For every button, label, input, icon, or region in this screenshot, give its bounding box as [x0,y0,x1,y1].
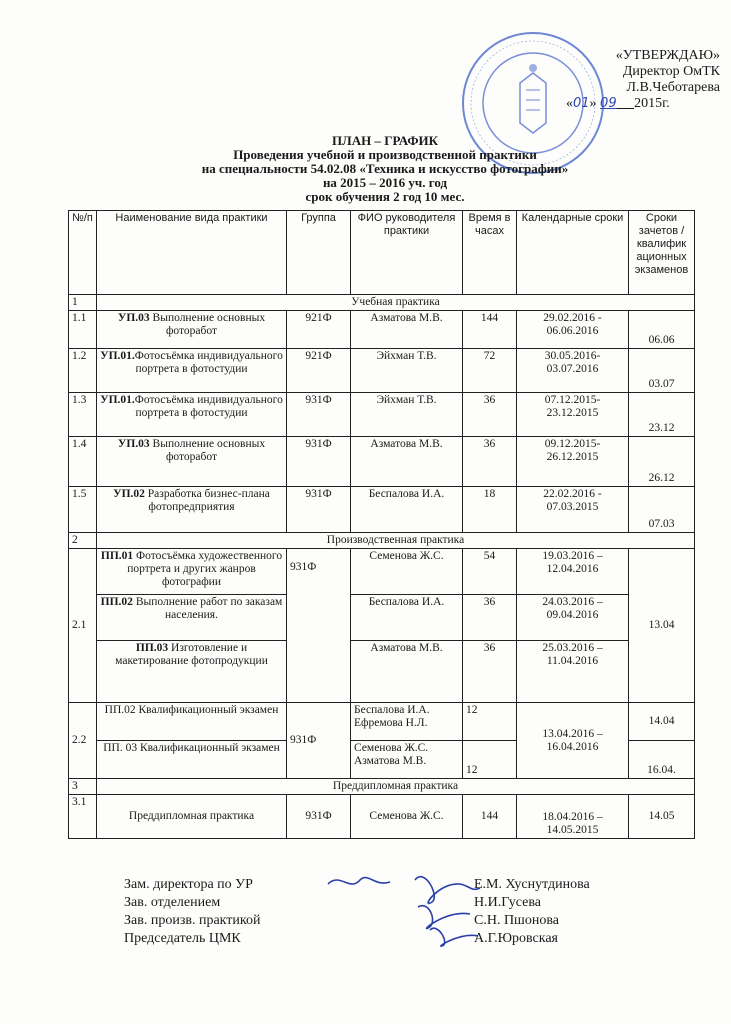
approval-block [560,48,720,112]
date-month: 09 [600,96,617,111]
group-cell: 931Ф [287,703,351,779]
exam-cell: 03.07 [629,349,695,393]
signer-name: Н.И.Гусева [474,895,542,910]
header-leader: ФИО руководителя практики [351,211,463,295]
leader-cell: Семенова Ж.С. Азматова М.В. [351,741,463,779]
practice-schedule-table [68,210,695,839]
hours-cell: 36 [463,437,517,487]
dates-cell: 18.04.2016 – 14.05.2015 [517,795,629,839]
row-num: 1.2 [69,349,97,393]
row-num: 1.3 [69,393,97,437]
dates-cell: 13.04.2016 – 16.04.2016 [517,703,629,779]
hours-cell: 54 [463,549,517,595]
row-num: 2.2 [69,703,97,779]
leader-cell: Азматова М.В. [351,641,463,703]
section-row [69,779,695,795]
signer-role: Зав. произв. практикой [124,913,261,928]
signer-row [124,876,624,894]
director-name: Л.В.Чеботарева [626,80,720,95]
hours-cell: 12 [463,741,517,779]
practice-name: ПП.01 Фотосъёмка художественного портрета и других жанров фотографии [97,549,287,595]
row-num: 3.1 [69,795,97,839]
dates-cell: 07.12.2015- 23.12.2015 [517,393,629,437]
leader-cell: Эйхман Т.В. [351,393,463,437]
heading-line-5: срок обучения 2 год 10 мес. [305,189,465,204]
header-group: Группа [287,211,351,295]
signer-role: Зав. отделением [124,895,221,910]
dates-cell: 25.03.2016 – 11.04.2016 [517,641,629,703]
row-num: 2.1 [69,549,97,703]
group-cell: 931Ф [287,549,351,703]
section-num: 1 [69,295,97,311]
dates-cell: 30.05.2016- 03.07.2016 [517,349,629,393]
exam-cell: 16.04. [629,741,695,779]
group-cell: 931Ф [287,795,351,839]
leader-cell: Семенова Ж.С. [351,795,463,839]
group-cell: 931Ф [287,487,351,533]
table-row [69,549,695,595]
row-num: 1.5 [69,487,97,533]
dates-cell: 22.02.2016 - 07.03.2015 [517,487,629,533]
signer-name: Е.М. Хуснутдинова [474,877,590,892]
practice-name: УП.02 Разработка бизнес-плана фотопредприятия [97,487,287,533]
row-num: 1.1 [69,311,97,349]
section-title: Учебная практика [97,295,695,311]
header-num: №/п [69,211,97,295]
practice-name: УП.01.Фотосъёмка индивидуального портрета в фотостудии [97,393,287,437]
leader-cell: Азматова М.В. [351,437,463,487]
heading-line-4: на 2015 – 2016 уч. год [322,175,448,190]
hours-cell: 36 [463,641,517,703]
header-dates: Календарные сроки [517,211,629,295]
exam-cell: 14.04 [629,703,695,741]
group-cell: 931Ф [287,393,351,437]
hours-cell: 18 [463,487,517,533]
heading-line-2: Проведения учебной и производственной практики [233,147,537,162]
heading-line-3: на специальности 54.02.08 «Техника и искусство фотографии» [201,161,569,176]
table-row [69,349,695,393]
leader-cell: Беспалова И.А. [351,487,463,533]
practice-name: ПП. 03 Квалификационный экзамен [97,741,287,779]
hours-cell: 36 [463,393,517,437]
table-row [69,795,695,839]
group-cell: 921Ф [287,349,351,393]
dates-cell: 29.02.2016 - 06.06.2016 [517,311,629,349]
table-row [69,487,695,533]
table-row [69,311,695,349]
dates-cell: 19.03.2016 – 12.04.2016 [517,549,629,595]
practice-name: УП.03 Выполнение основных фоторабот [97,311,287,349]
dates-cell: 09.12.2015- 26.12.2015 [517,437,629,487]
section-title: Преддипломная практика [97,779,695,795]
leader-cell: Азматова М.В. [351,311,463,349]
signer-role: Председатель ЦМК [124,931,241,946]
signer-name: А.Г.Юровская [474,931,558,946]
practice-name: УП.01.Фотосъёмка индивидуального портрета в фотостудии [97,349,287,393]
header-name: Наименование вида практики [97,211,287,295]
date-day: 01 [573,96,590,111]
leader-cell: Эйхман Т.В. [351,349,463,393]
practice-name: ПП.02 Выполнение работ по заказам населения. [97,595,287,641]
exam-cell: 13.04 [629,549,695,703]
hours-cell: 36 [463,595,517,641]
exam-cell: 26.12 [629,437,695,487]
exam-cell: 06.06 [629,311,695,349]
practice-name: УП.03 Выполнение основных фоторабот [97,437,287,487]
group-cell: 931Ф [287,437,351,487]
practice-name: Преддипломная практика [97,795,287,839]
table-row [69,393,695,437]
approval-label: «УТВЕРЖДАЮ» [615,48,720,63]
signers-block [124,876,624,948]
table-row [69,437,695,487]
table-row [69,703,695,741]
leader-cell: Беспалова И.А. [351,595,463,641]
exam-cell: 23.12 [629,393,695,437]
header-exams: Сроки зачетов /квалифик ационных экзаменов [629,211,695,295]
group-cell: 921Ф [287,311,351,349]
hours-cell: 12 [463,703,517,741]
hours-cell: 144 [463,795,517,839]
signer-row [124,894,624,912]
approval-date: «01» 09 2015г. [566,96,670,111]
exam-cell: 07.03 [629,487,695,533]
signer-row [124,912,624,930]
leader-cell: Семенова Ж.С. [351,549,463,595]
section-title: Производственная практика [97,533,695,549]
document-heading [150,134,620,204]
practice-name: ПП.03 Изготовление и макетирование фотопродукции [97,641,287,703]
table-row [69,641,695,703]
leader-cell: Беспалова И.А. Ефремова Н.Л. [351,703,463,741]
hours-cell: 144 [463,311,517,349]
header-hours: Время в часах [463,211,517,295]
practice-name: ПП.02 Квалификационный экзамен [97,703,287,741]
signer-role: Зам. директора по УР [124,877,253,892]
signer-row [124,930,624,948]
section-num: 2 [69,533,97,549]
signer-name: С.Н. Пшонова [474,913,559,928]
hours-cell: 72 [463,349,517,393]
section-row [69,533,695,549]
section-num: 3 [69,779,97,795]
table-row [69,595,695,641]
row-num: 1.4 [69,437,97,487]
exam-cell: 14.05 [629,795,695,839]
section-row [69,295,695,311]
director-title: Директор ОмТК [622,64,720,79]
document-title: ПЛАН – ГРАФИК [331,133,439,148]
dates-cell: 24.03.2016 – 09.04.2016 [517,595,629,641]
table-header-row [69,211,695,295]
